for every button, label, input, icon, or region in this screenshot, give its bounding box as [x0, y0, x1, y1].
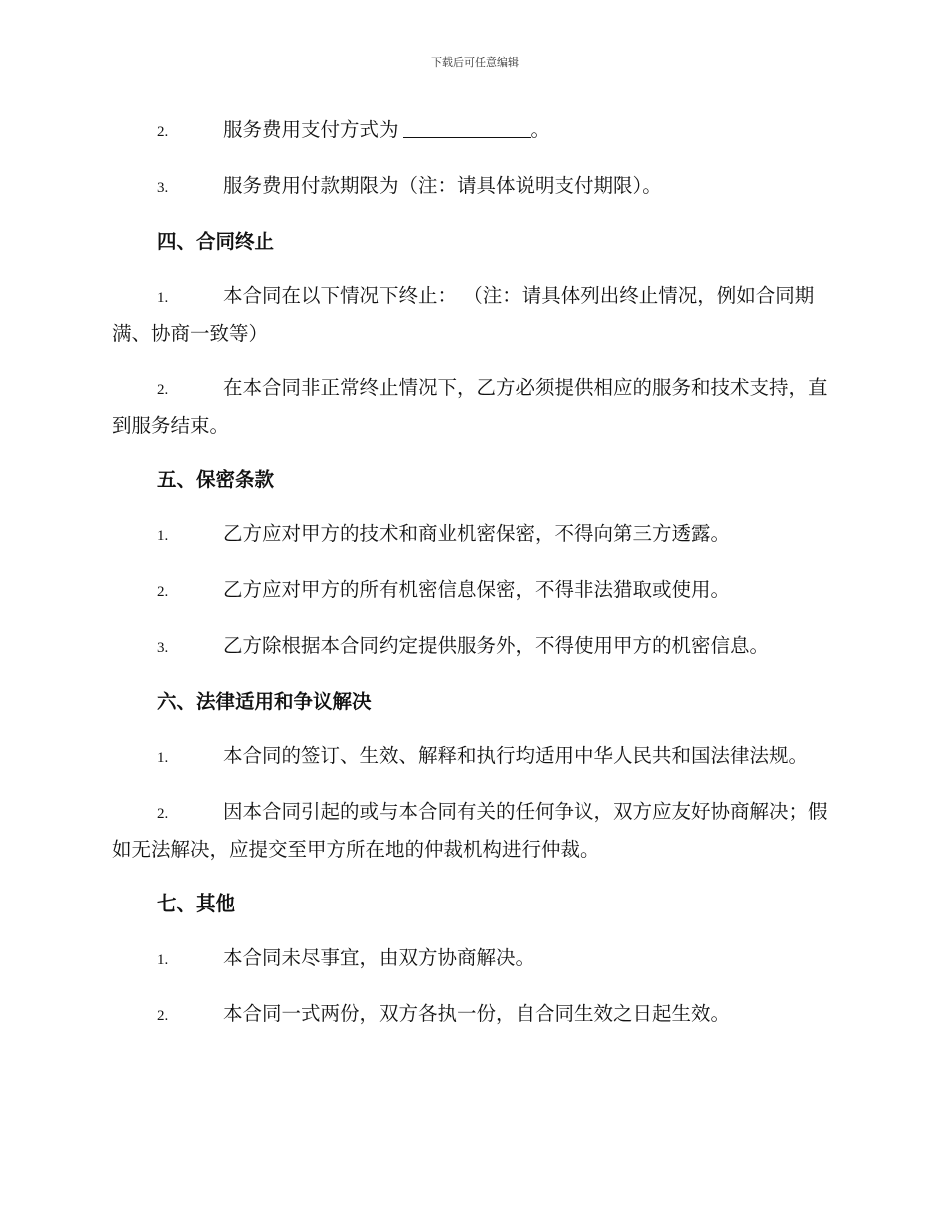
list-item [112, 370, 842, 444]
page-header: 下载后可任意编辑 [431, 56, 519, 69]
list-item [112, 516, 842, 554]
item-text: 乙方应对甲方的所有机密信息保密，不得非法猎取或使用。 [223, 578, 731, 601]
item-text: 乙方应对甲方的技术和商业机密保密，不得向第三方透露。 [223, 522, 731, 545]
item-text: 在本合同非正常终止情况下，乙方必须提供相应的服务和技术支持，直到服务结束。 [112, 376, 828, 437]
item-number: 2. [157, 806, 169, 822]
item-number: 2. [157, 1008, 169, 1024]
list-item [112, 112, 842, 150]
item-text-end: 。 [530, 118, 551, 141]
list-item [112, 996, 842, 1034]
item-number: 3. [157, 180, 169, 196]
item-number: 1. [157, 528, 169, 544]
list-item [112, 278, 842, 352]
item-number: 1. [157, 952, 169, 968]
item-text: 本合同一式两份，双方各执一份，自合同生效之日起生效。 [223, 1002, 731, 1025]
list-item [112, 628, 842, 666]
item-text: 服务费用付款期限为（注：请具体说明支付期限）。 [223, 174, 662, 197]
item-number: 2. [157, 584, 169, 600]
item-text: 本合同未尽事宜，由双方协商解决。 [223, 946, 536, 969]
section-heading: 七、其他 [157, 892, 236, 915]
item-text: 服务费用支付方式为 [223, 118, 399, 141]
item-number: 1. [157, 750, 169, 766]
item-text: 本合同在以下情况下终止： （注：请具体列出终止情况，例如合同期满、协商一致等） [112, 284, 815, 345]
list-item [112, 572, 842, 610]
fill-in-blank [403, 115, 531, 138]
list-item [112, 168, 842, 206]
section-heading: 五、保密条款 [157, 468, 275, 491]
item-text: 本合同的签订、生效、解释和执行均适用中华人民共和国法律法规。 [223, 744, 809, 767]
item-text: 乙方除根据本合同约定提供服务外，不得使用甲方的机密信息。 [223, 634, 770, 657]
section-heading: 六、法律适用和争议解决 [157, 690, 372, 713]
item-number: 2. [157, 124, 169, 140]
section-heading: 四、合同终止 [157, 230, 275, 253]
item-text: 因本合同引起的或与本合同有关的任何争议，双方应友好协商解决；假如无法解决，应提交至甲方所在地的仲裁机构进行仲裁。 [112, 800, 828, 861]
document-body [112, 112, 842, 1052]
list-item [112, 738, 842, 776]
list-item [112, 794, 842, 868]
item-number: 1. [157, 290, 169, 306]
item-number: 3. [157, 640, 169, 656]
list-item [112, 940, 842, 978]
item-number: 2. [157, 382, 169, 398]
